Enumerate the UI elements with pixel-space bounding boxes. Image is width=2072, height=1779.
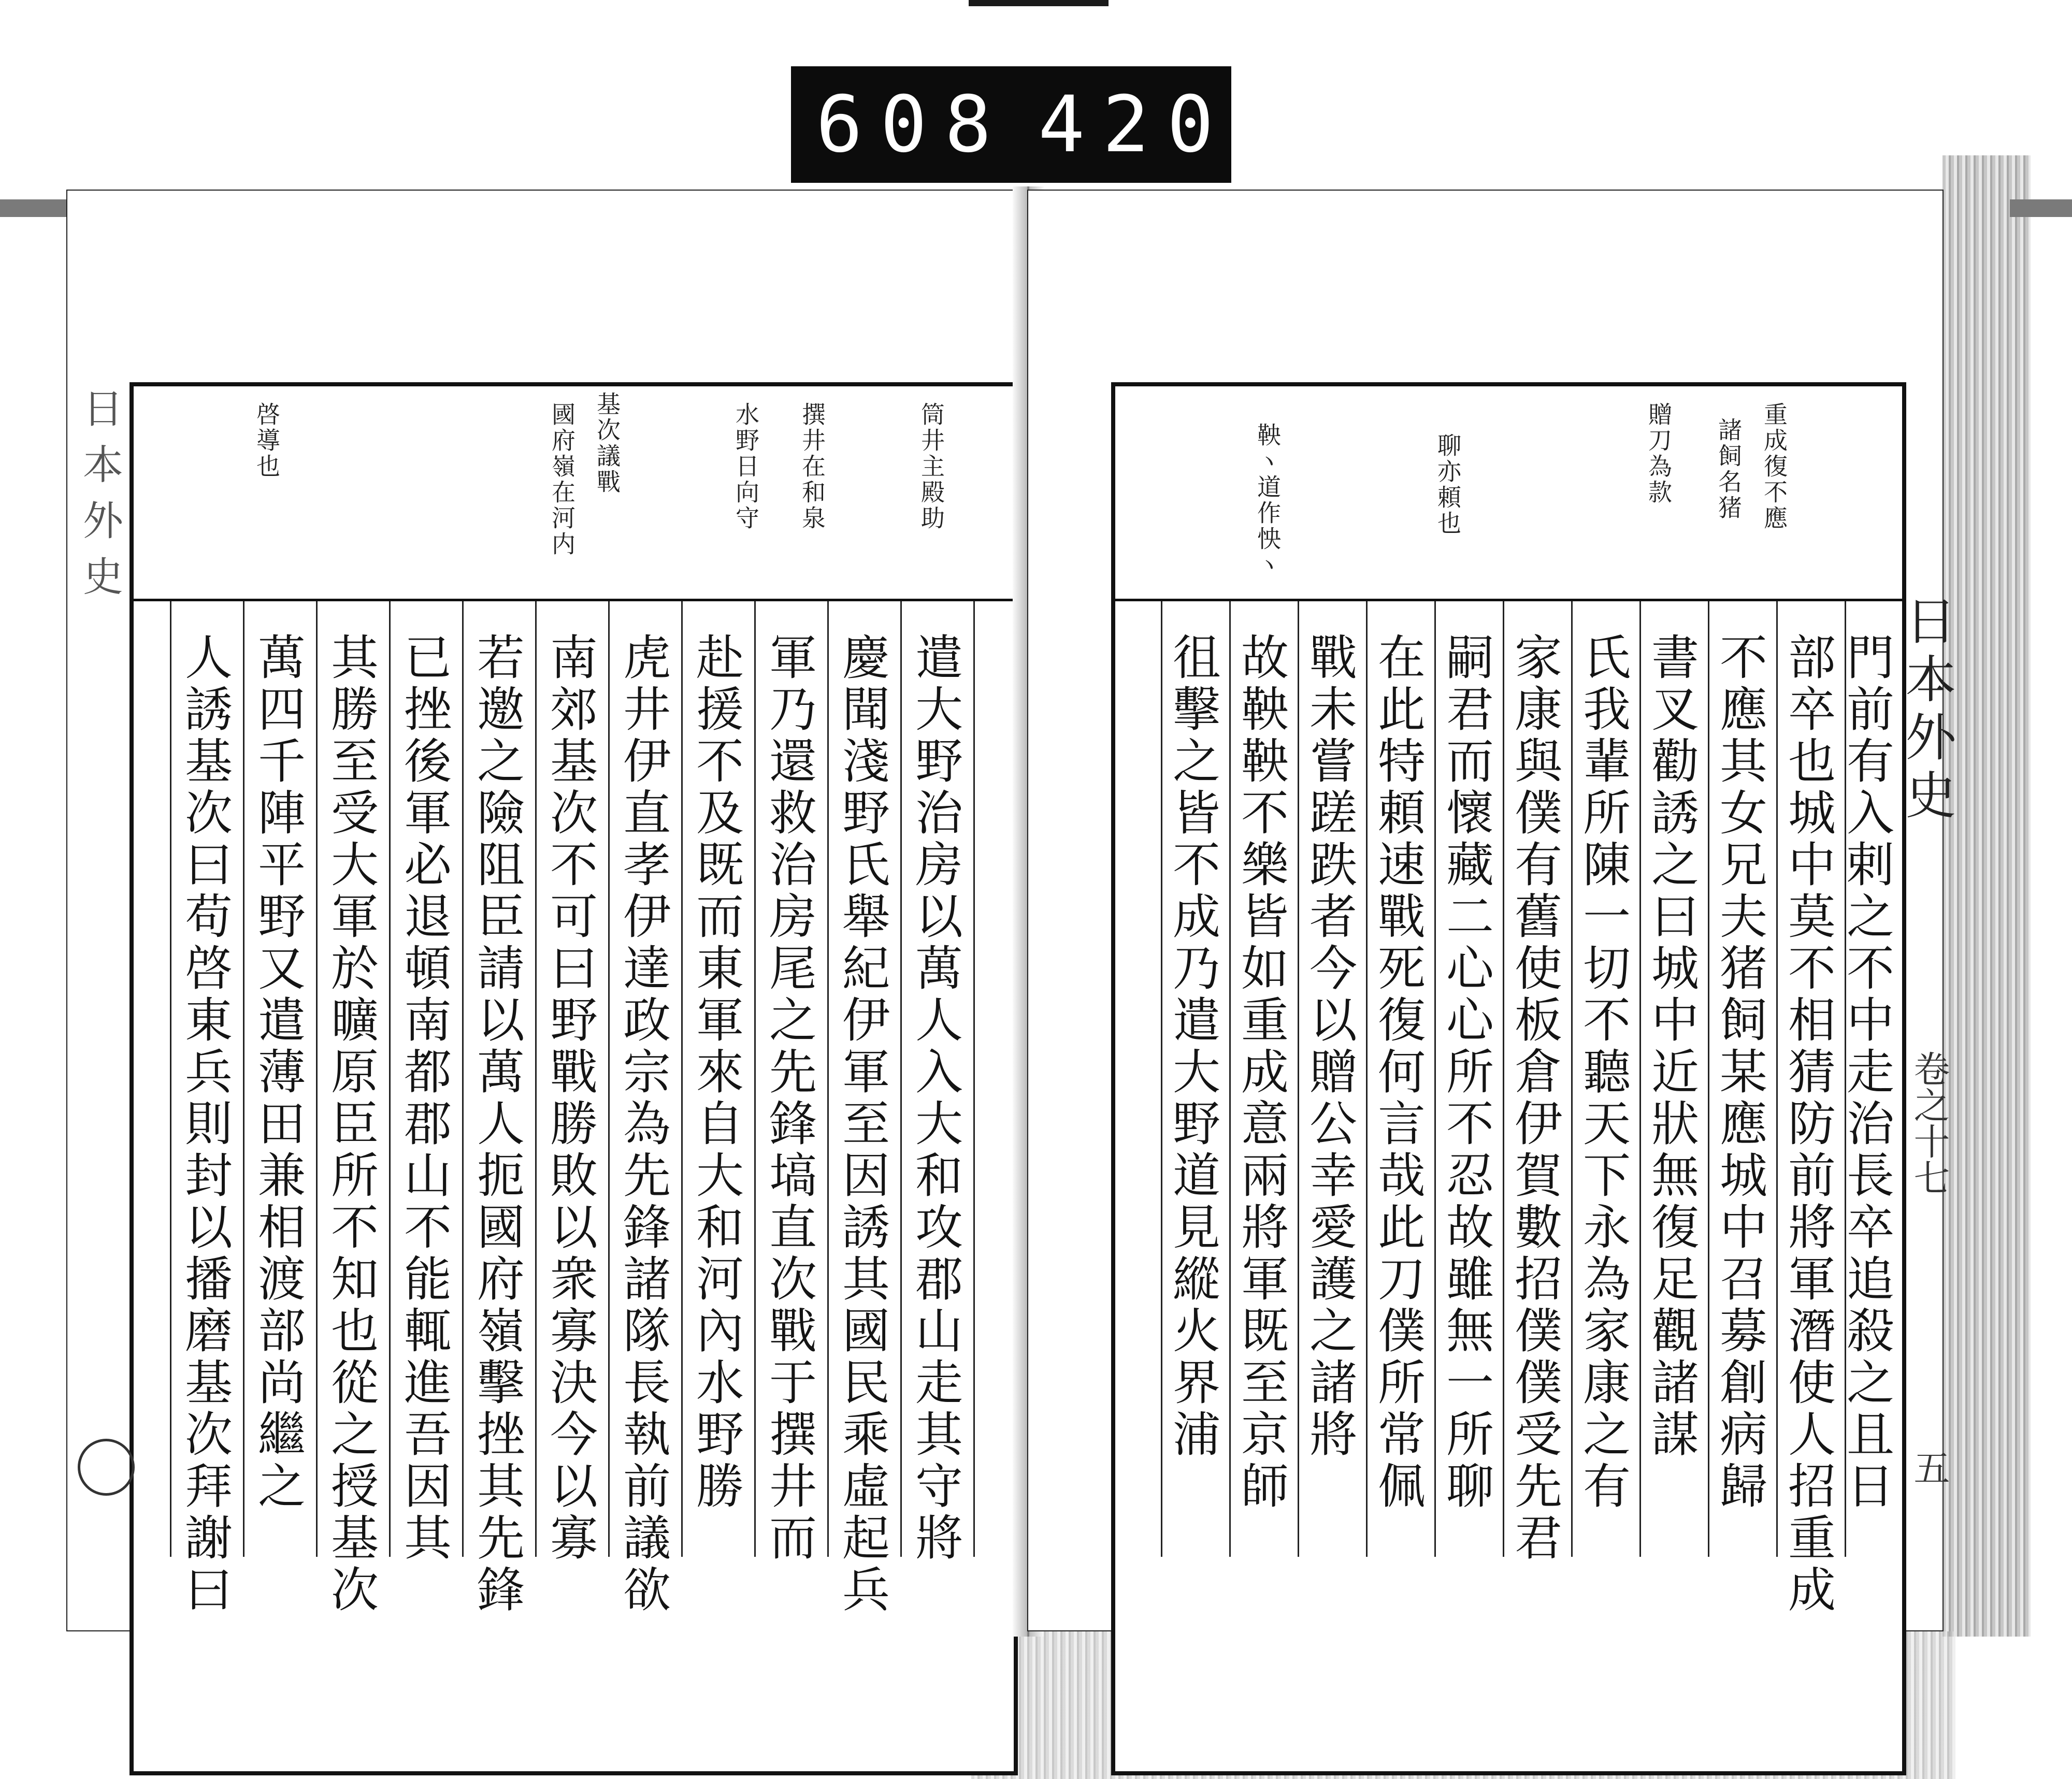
left-note-band bbox=[134, 386, 1014, 601]
right-text-column: 嗣君而懷藏二心心所不忍故雖無一所聊 bbox=[1438, 632, 1494, 1513]
left-page bbox=[67, 191, 1020, 1630]
left-text-column: 已挫後軍必退頓南都郡山不能輒進吾因其 bbox=[396, 632, 452, 1565]
left-note: 啓導也 bbox=[253, 402, 281, 480]
left-text-column: 其勝至受大軍於曠原臣所不知也從之授基次 bbox=[323, 632, 379, 1616]
left-text-column: 赴援不及既而東軍來自大和河內水野勝 bbox=[688, 632, 744, 1513]
right-text-column: 門前有入剌之不中走治長卒追殺之且日 bbox=[1839, 632, 1894, 1513]
right-note: 重成復不應 bbox=[1760, 402, 1788, 531]
film-number-label bbox=[791, 66, 1231, 183]
right-text-column: 書叉勸誘之曰城中近狀無復足觀諸謀 bbox=[1644, 632, 1699, 1461]
right-text-column: 部卒也城中莫不相猜防前將軍潛使人招重成 bbox=[1780, 632, 1836, 1616]
left-text-column: 軍乃還救治房尾之先鋒塙直次戰于撰井而 bbox=[761, 632, 817, 1565]
left-note: 國府嶺在河内 bbox=[548, 402, 576, 557]
left-text-column: 萬四千陣平野又遣薄田兼相渡部尚繼之 bbox=[250, 632, 306, 1513]
right-note: 鞅ヽ道作怏ヽ bbox=[1254, 423, 1282, 578]
left-text-column: 若邀之險阻臣請以萬人扼國府嶺擊挫其先鋒 bbox=[469, 632, 525, 1616]
right-note: 聊亦頼也 bbox=[1434, 433, 1462, 537]
right-text-column: 氏我輩所陳一切不聽天下永為家康之有 bbox=[1575, 632, 1631, 1513]
margin-circle-mark bbox=[78, 1439, 135, 1496]
left-text-column: 遣大野治房以萬人入大和攻郡山走其守將 bbox=[908, 632, 963, 1565]
right-note-band bbox=[1115, 386, 1902, 601]
scan-artifact-top bbox=[969, 0, 1109, 6]
left-text-frame bbox=[130, 382, 1018, 1775]
volume-label: 卷之十七 bbox=[1908, 1050, 1950, 1195]
right-page bbox=[1028, 191, 1956, 1630]
left-text-column: 虎井伊直孝伊達政宗為先鋒諸隊長執前議欲 bbox=[615, 632, 671, 1616]
right-note: 諸飼名猪 bbox=[1715, 417, 1743, 521]
left-text-column: 慶聞淺野氏舉紀伊軍至因誘其國民乘虛起兵 bbox=[834, 632, 890, 1616]
left-column-area bbox=[134, 601, 1014, 1712]
film-left-number: 608 bbox=[816, 79, 1009, 170]
right-text-column: 在此特頼速戰死復何言哉此刀僕所常佩 bbox=[1370, 632, 1426, 1513]
scan-edge-right bbox=[2010, 199, 2072, 217]
column-separator bbox=[973, 601, 975, 1557]
scan-edge-left bbox=[0, 199, 67, 217]
left-note: 基次議戰 bbox=[593, 392, 621, 495]
right-edge-title: 日本外史 bbox=[1897, 595, 1956, 827]
left-text-column: 南郊基次不可曰野戰勝敗以衆寡決今以寡 bbox=[542, 632, 598, 1565]
right-text-frame bbox=[1111, 382, 1906, 1775]
right-text-column: 徂擊之皆不成乃遣大野道見縱火界浦 bbox=[1165, 632, 1220, 1461]
left-text-column: 人誘基次曰苟啓東兵則封以播磨基次拜謝曰 bbox=[177, 632, 233, 1616]
left-note: 撰井在和泉 bbox=[798, 402, 826, 531]
right-note: 贈刀為款 bbox=[1645, 402, 1673, 505]
right-text-column: 不應其女兄夫猪飼某應城中召募創病歸 bbox=[1712, 632, 1767, 1513]
right-text-column: 戰未嘗蹉跌者今以贈公幸愛護之諸將 bbox=[1302, 632, 1357, 1461]
left-note: 筒井主殿助 bbox=[917, 402, 945, 531]
left-edge-title: 日本外史 bbox=[76, 387, 123, 611]
page-number: 五 bbox=[1908, 1449, 1950, 1485]
film-right-number: 420 bbox=[1038, 79, 1231, 170]
left-note: 水野日向守 bbox=[732, 402, 760, 531]
right-column-area bbox=[1115, 601, 1902, 1712]
right-text-column: 故鞅鞅不樂皆如重成意兩將軍既至京師 bbox=[1233, 632, 1289, 1513]
right-text-column: 家康與僕有舊使板倉伊賀數招僕僕受先君 bbox=[1507, 632, 1562, 1565]
